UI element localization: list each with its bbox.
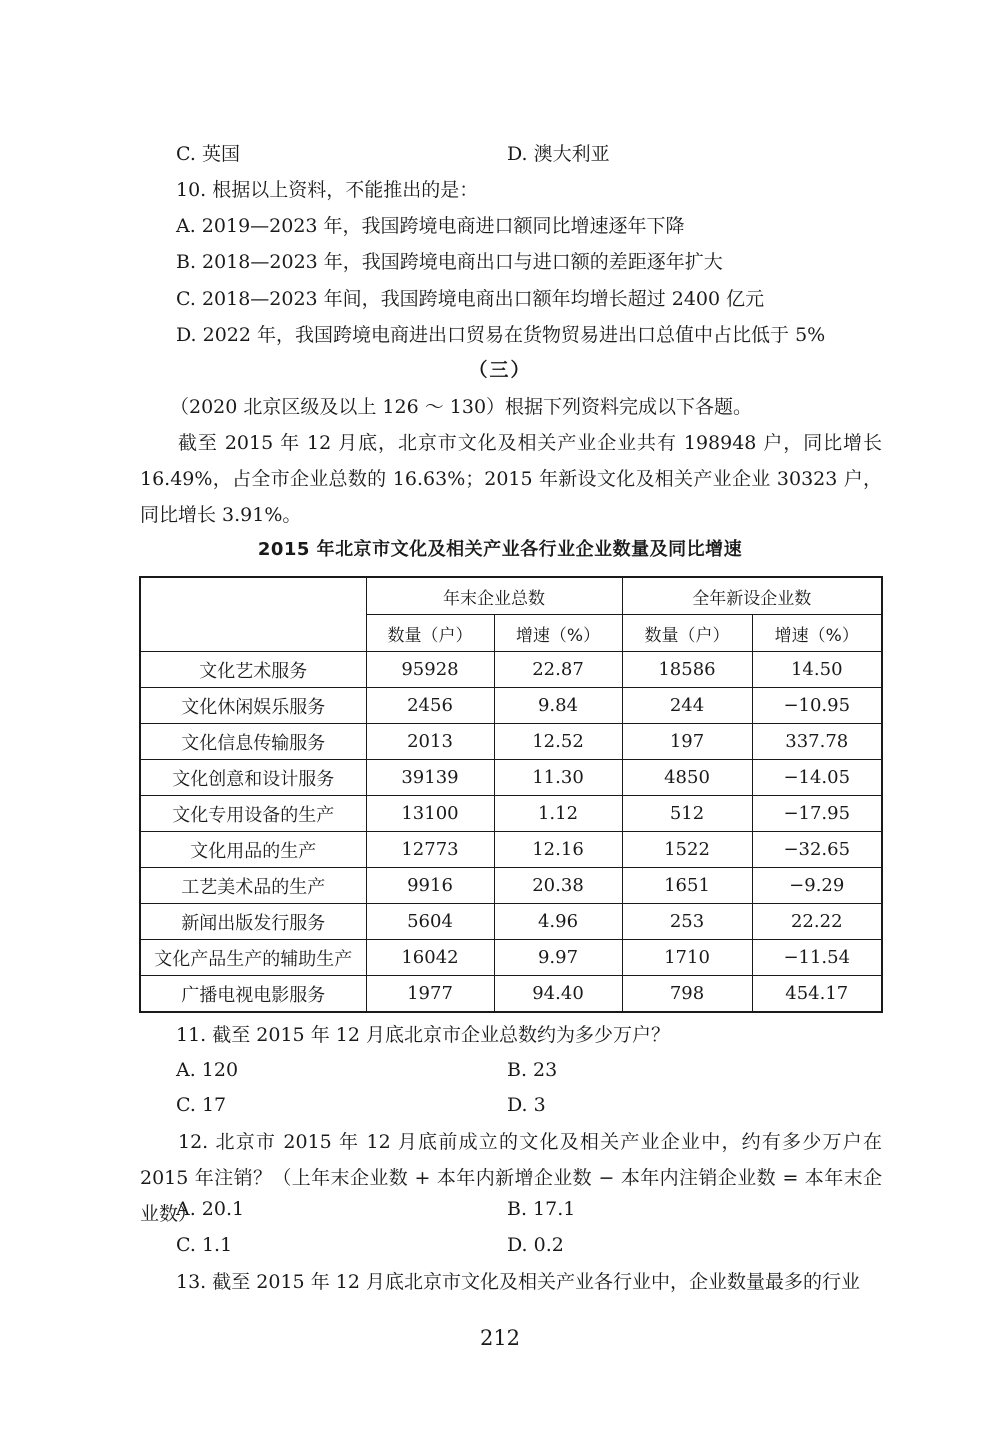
section-source: （2020 北京区级及以上 126 ～ 130）根据下列资料完成以下各题。	[170, 396, 753, 418]
cell-industry: 新闻出版发行服务	[140, 904, 366, 940]
table-row	[140, 760, 882, 796]
cell-new-growth: −17.95	[752, 796, 882, 832]
cell-new-count: 512	[622, 796, 752, 832]
cell-total-growth: 9.84	[494, 688, 622, 724]
option-c-prev: C. 英国	[176, 143, 240, 165]
question-11-option-b: B. 23	[507, 1059, 558, 1081]
subheader-total-count: 数量（户）	[366, 615, 494, 652]
table-row	[140, 976, 882, 1013]
cell-total-count: 13100	[366, 796, 494, 832]
option-d-prev: D. 澳大利亚	[507, 143, 610, 165]
question-10-option-b: B. 2018—2023 年，我国跨境电商出口与进口额的差距逐年扩大	[176, 251, 723, 273]
cell-new-growth: 22.22	[752, 904, 882, 940]
cell-industry: 广播电视电影服务	[140, 976, 366, 1013]
cell-total-growth: 22.87	[494, 652, 622, 688]
question-10-option-c: C. 2018—2023 年间，我国跨境电商出口额年均增长超过 2400 亿元	[176, 288, 765, 310]
cell-total-count: 95928	[366, 652, 494, 688]
cell-total-growth: 4.96	[494, 904, 622, 940]
cell-total-growth: 94.40	[494, 976, 622, 1013]
industry-table	[139, 576, 883, 1013]
question-11-stem: 11. 截至 2015 年 12 月底北京市企业总数约为多少万户？	[176, 1024, 670, 1046]
question-12-option-d: D. 0.2	[507, 1234, 564, 1256]
subheader-new-count: 数量（户）	[622, 615, 752, 652]
cell-total-growth: 1.12	[494, 796, 622, 832]
table-row	[140, 688, 882, 724]
cell-industry: 文化休闲娱乐服务	[140, 688, 366, 724]
cell-new-growth: 337.78	[752, 724, 882, 760]
question-11-option-a: A. 120	[176, 1059, 239, 1081]
cell-new-growth: −32.65	[752, 832, 882, 868]
cell-new-count: 197	[622, 724, 752, 760]
cell-new-count: 244	[622, 688, 752, 724]
table-title: 2015 年北京市文化及相关产业各行业企业数量及同比增速	[257, 539, 743, 560]
cell-total-count: 5604	[366, 904, 494, 940]
question-13-stem: 13. 截至 2015 年 12 月底北京市文化及相关产业各行业中，企业数量最多的行业	[176, 1271, 860, 1293]
cell-new-growth: −9.29	[752, 868, 882, 904]
cell-new-growth: 454.17	[752, 976, 882, 1013]
cell-industry: 文化艺术服务	[140, 652, 366, 688]
cell-new-count: 18586	[622, 652, 752, 688]
cell-total-count: 12773	[366, 832, 494, 868]
question-10-option-d: D. 2022 年，我国跨境电商进出口贸易在货物贸易进出口总值中占比低于 5%	[176, 324, 826, 346]
question-12-option-a: A. 20.1	[176, 1198, 245, 1220]
cell-industry: 工艺美术品的生产	[140, 868, 366, 904]
question-12-stem: 12. 北京市 2015 年 12 月底前成立的文化及相关产业企业中，约有多少万户在 2015 年注销？（上年末企业数 + 本年内新增企业数 − 本年内注销企业数 = 本年末企业数）	[140, 1131, 882, 1225]
cell-total-count: 39139	[366, 760, 494, 796]
cell-new-growth: −11.54	[752, 940, 882, 976]
cell-total-count: 2013	[366, 724, 494, 760]
cell-new-growth: 14.50	[752, 652, 882, 688]
page-number: 212	[479, 1326, 521, 1350]
question-10-option-a: A. 2019—2023 年，我国跨境电商进口额同比增速逐年下降	[176, 215, 685, 237]
cell-new-count: 1651	[622, 868, 752, 904]
cell-total-count: 2456	[366, 688, 494, 724]
cell-industry: 文化产品生产的辅助生产	[140, 940, 366, 976]
question-11-option-c: C. 17	[176, 1094, 227, 1116]
cell-total-growth: 20.38	[494, 868, 622, 904]
table-row	[140, 652, 882, 688]
cell-industry: 文化信息传输服务	[140, 724, 366, 760]
cell-new-count: 1710	[622, 940, 752, 976]
cell-new-count: 253	[622, 904, 752, 940]
cell-total-count: 9916	[366, 868, 494, 904]
table-row	[140, 940, 882, 976]
cell-total-growth: 9.97	[494, 940, 622, 976]
cell-new-count: 4850	[622, 760, 752, 796]
table-row	[140, 832, 882, 868]
cell-total-growth: 11.30	[494, 760, 622, 796]
subheader-total-growth: 增速（%）	[494, 615, 622, 652]
cell-industry: 文化专用设备的生产	[140, 796, 366, 832]
cell-total-count: 16042	[366, 940, 494, 976]
cell-industry: 文化创意和设计服务	[140, 760, 366, 796]
table-row	[140, 868, 882, 904]
cell-new-count: 1522	[622, 832, 752, 868]
question-12-option-b: B. 17.1	[507, 1198, 576, 1220]
section-marker: （三）	[468, 359, 532, 381]
header-new-enterprises: 全年新设企业数	[622, 577, 882, 615]
cell-total-count: 1977	[366, 976, 494, 1013]
cell-new-growth: −14.05	[752, 760, 882, 796]
question-11-option-d: D. 3	[507, 1094, 546, 1116]
question-12-option-c: C. 1.1	[176, 1234, 233, 1256]
cell-total-growth: 12.52	[494, 724, 622, 760]
header-year-end-total: 年末企业总数	[366, 577, 622, 615]
subheader-new-growth: 增速（%）	[752, 615, 882, 652]
cell-total-growth: 12.16	[494, 832, 622, 868]
question-10-stem: 10. 根据以上资料，不能推出的是：	[176, 179, 479, 201]
cell-industry: 文化用品的生产	[140, 832, 366, 868]
table-row	[140, 904, 882, 940]
cell-new-count: 798	[622, 976, 752, 1013]
table-corner-cell	[140, 577, 366, 652]
table-row	[140, 724, 882, 760]
cell-new-growth: −10.95	[752, 688, 882, 724]
table-row	[140, 796, 882, 832]
intro-paragraph: 截至 2015 年 12 月底，北京市文化及相关产业企业共有 198948 户，同比增长 16.49%，占全市企业总数的 16.63%；2015 年新设文化及相关产业企业 30323 户，同比增长 3.91%。	[140, 432, 882, 526]
